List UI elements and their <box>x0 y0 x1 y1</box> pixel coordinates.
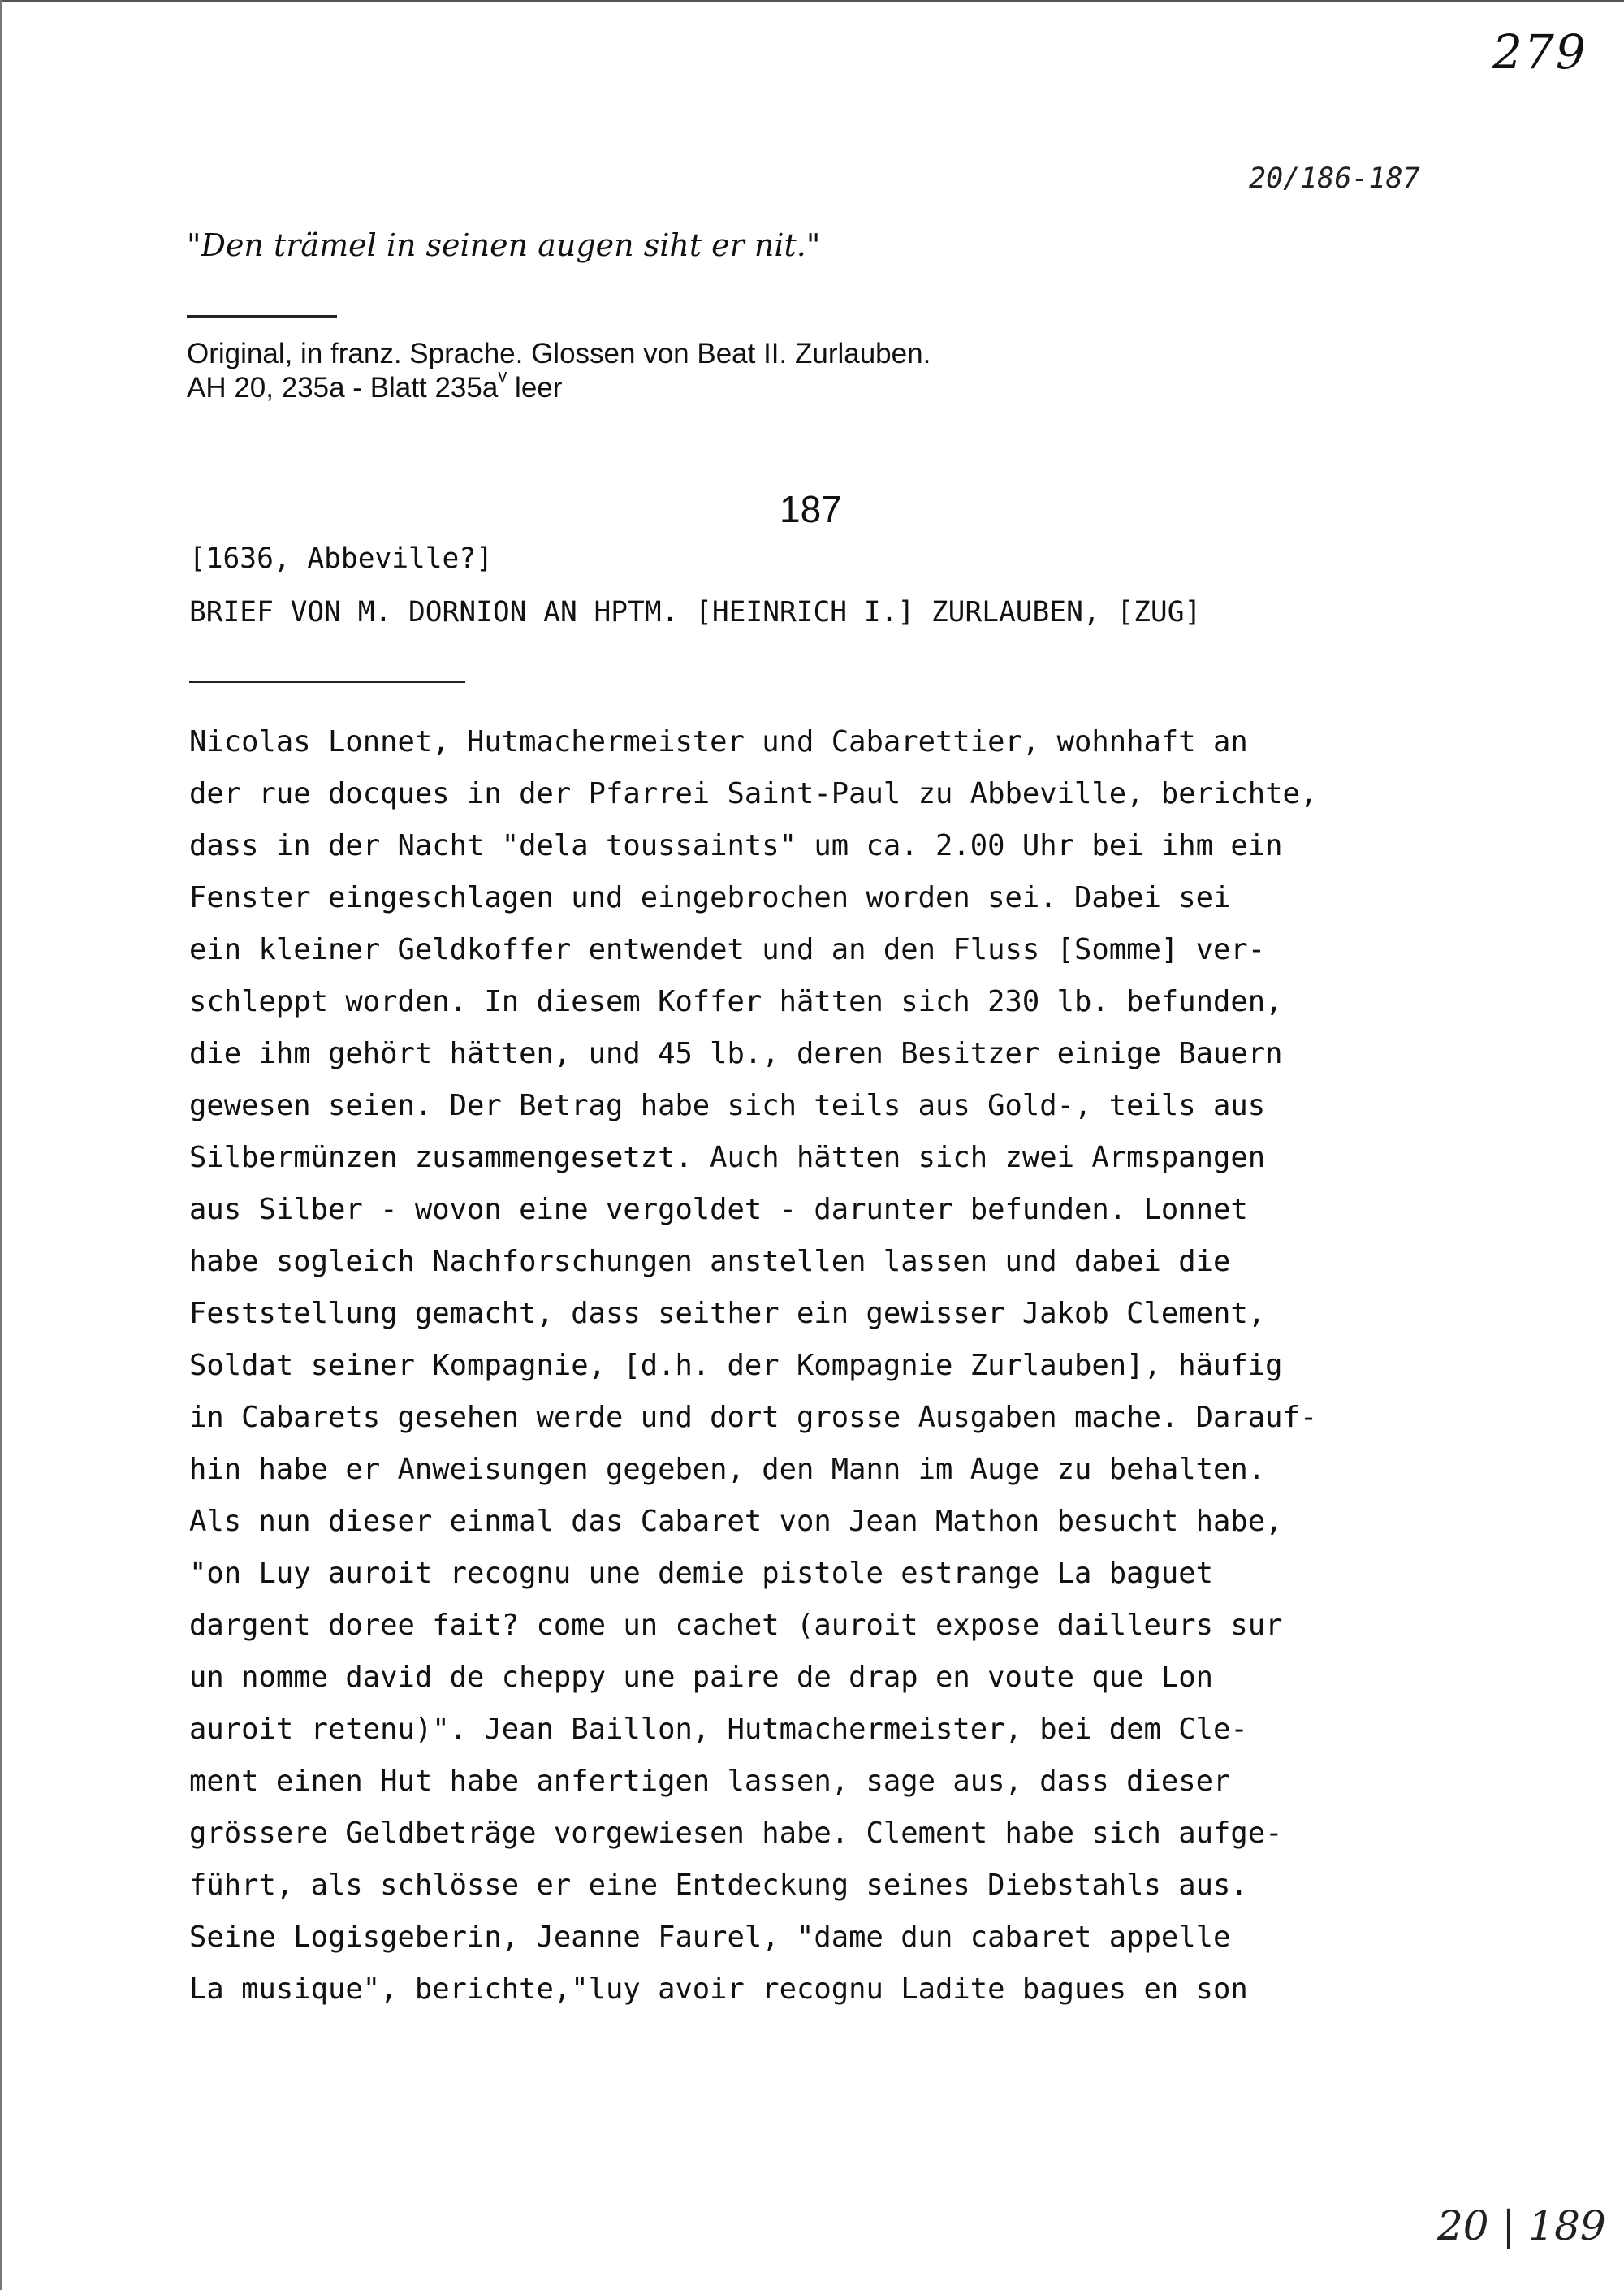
body-line: Als nun dieser einmal das Cabaret von Jean Mathon besucht habe, <box>189 1505 1283 1538</box>
body-line: die ihm gehört hätten, und 45 lb., deren Besitzer einige Bauern <box>189 1037 1283 1070</box>
body-line: Soldat seiner Kompagnie, [d.h. der Kompagnie Zurlauben], häufig <box>189 1349 1283 1382</box>
body-text <box>189 716 1602 2016</box>
body-line: hin habe er Anweisungen gegeben, den Mann im Auge zu behalten. <box>189 1453 1266 1486</box>
body-line: Feststellung gemacht, dass seither ein gewisser Jakob Clement, <box>189 1297 1266 1330</box>
body-line: Fenster eingeschlagen und eingebrochen worden sei. Dabei sei <box>189 881 1231 914</box>
body-line: auroit retenu)". Jean Baillon, Hutmachermeister, bei dem Cle- <box>189 1713 1248 1746</box>
body-line: gewesen seien. Der Betrag habe sich teils aus Gold-, teils aus <box>189 1089 1266 1122</box>
body-line: Silbermünzen zusammengesetzt. Auch hätten sich zwei Armspangen <box>189 1141 1266 1174</box>
verso-superscript: v <box>498 365 508 386</box>
body-line: dargent doree fait? come un cachet (auroit expose dailleurs sur <box>189 1609 1283 1642</box>
body-line: La musique", berichte,"luy avoir recognu Ladite bagues en son <box>189 1972 1248 2006</box>
scan-edge-left <box>0 0 2 2290</box>
body-line: grössere Geldbeträge vorgewiesen habe. Clement habe sich aufge- <box>189 1817 1283 1850</box>
divider-long <box>189 681 465 683</box>
source-note-line1: Original, in franz. Sprache. Glossen von Beat II. Zurlauben. <box>187 338 931 369</box>
body-line: "on Luy auroit recognu une demie pistole estrange La baguet <box>189 1557 1213 1590</box>
scan-edge-top <box>0 0 1624 2</box>
source-note-text: AH 20, 235a - Blatt 235a <box>187 372 499 404</box>
body-line: in Cabarets gesehen werde und dort grosse Ausgaben mache. Darauf- <box>189 1401 1318 1434</box>
source-note-line2 <box>187 365 563 404</box>
handwritten-page-number: 279 <box>1492 24 1587 80</box>
body-line: ment einen Hut habe anfertigen lassen, sage aus, dass dieser <box>189 1765 1231 1798</box>
body-line: habe sogleich Nachforschungen anstellen lassen und dabei die <box>189 1245 1231 1278</box>
source-note-text-end: leer <box>507 372 563 404</box>
quote-line: "Den trämel in seinen augen siht er nit." <box>187 227 821 263</box>
letter-title: BRIEF VON M. DORNION AN HPTM. [HEINRICH I.] ZURLAUBEN, [ZUG] <box>189 596 1202 629</box>
handwritten-footer: 20 | 189 <box>1437 2202 1606 2249</box>
date-place: [1636, Abbeville?] <box>189 542 493 575</box>
body-line: schleppt worden. In diesem Koffer hätten sich 230 lb. befunden, <box>189 985 1283 1018</box>
body-line: Seine Logisgeberin, Jeanne Faurel, "dame dun cabaret appelle <box>189 1921 1231 1954</box>
body-line: führt, als schlösse er eine Entdeckung seines Diebstahls aus. <box>189 1869 1248 1902</box>
divider-short <box>187 315 337 318</box>
body-line: der rue docques in der Pfarrei Saint-Paul zu Abbeville, berichte, <box>189 777 1318 810</box>
body-line: un nomme david de cheppy une paire de drap en voute que Lon <box>189 1661 1213 1694</box>
reference-number: 20/186-187 <box>1249 162 1420 195</box>
body-line: aus Silber - wovon eine vergoldet - darunter befunden. Lonnet <box>189 1193 1248 1226</box>
body-line: Nicolas Lonnet, Hutmachermeister und Cabarettier, wohnhaft an <box>189 725 1248 758</box>
document-number: 187 <box>780 488 842 530</box>
body-line: dass in der Nacht "dela toussaints" um ca. 2.00 Uhr bei ihm ein <box>189 829 1283 862</box>
body-line: ein kleiner Geldkoffer entwendet und an den Fluss [Somme] ver- <box>189 933 1266 966</box>
